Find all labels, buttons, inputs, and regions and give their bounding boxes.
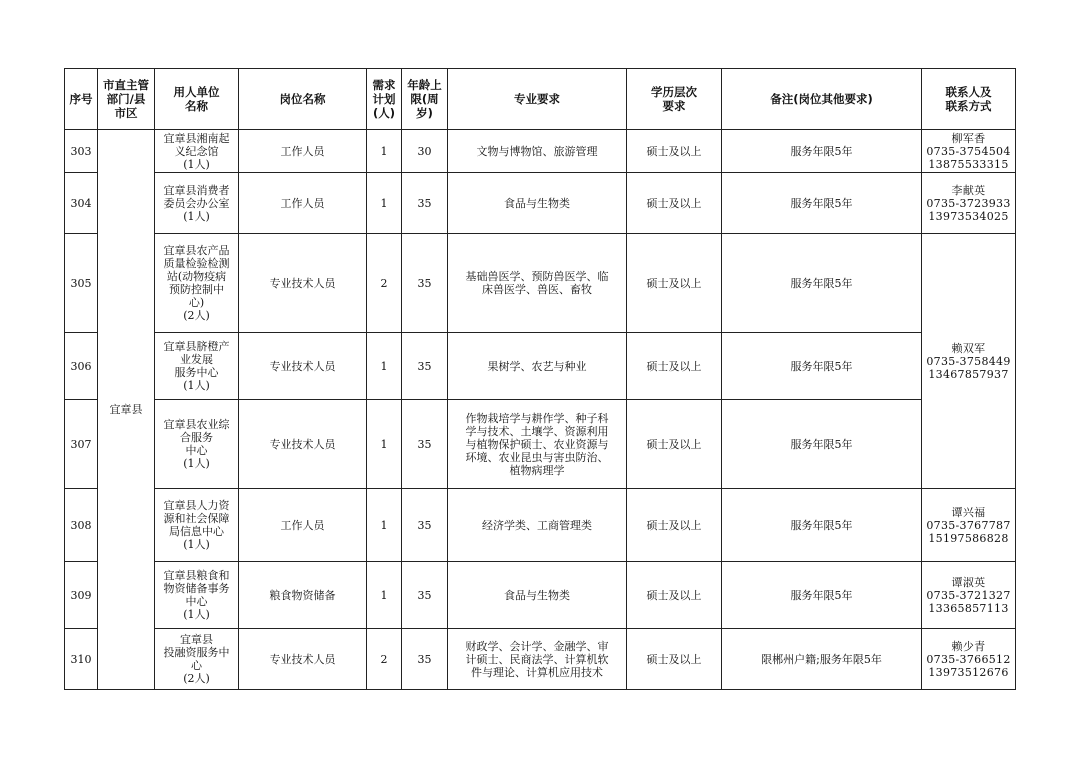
note: 服务年限5年 (722, 173, 922, 234)
post-name: 工作人员 (239, 173, 367, 234)
unit-name: 宜章县粮食和 物资储备事务 中心 (1人) (155, 562, 239, 629)
post-name: 粮食物资储备 (239, 562, 367, 629)
plan-count: 2 (367, 629, 402, 690)
contact-info: 李献英 0735-3723933 13973534025 (922, 173, 1016, 234)
header-unit: 用人单位 名称 (155, 69, 239, 130)
plan-count: 1 (367, 489, 402, 562)
row-seq: 306 (65, 333, 98, 400)
table-row (65, 629, 1016, 690)
county-cell: 宜章县 (98, 130, 155, 690)
row-seq: 304 (65, 173, 98, 234)
plan-count: 1 (367, 173, 402, 234)
table-row (65, 234, 1016, 333)
education-requirement: 硕士及以上 (627, 333, 722, 400)
row-seq: 307 (65, 400, 98, 489)
major-requirement: 作物栽培学与耕作学、种子科 学与技术、土壤学、资源利用 与植物保护硕士、农业资源与 环境、农业昆虫与害虫防治、 植物病理学 (448, 400, 627, 489)
header-age: 年龄上 限(周 岁) (402, 69, 448, 130)
education-requirement: 硕士及以上 (627, 173, 722, 234)
major-requirement: 财政学、会计学、金融学、审 计硕士、民商法学、计算机软 件与理论、计算机应用技术 (448, 629, 627, 690)
contact-info: 柳军香 0735-3754504 13875533315 (922, 130, 1016, 173)
post-name: 工作人员 (239, 130, 367, 173)
header-dept: 市直主管 部门/县 市区 (98, 69, 155, 130)
header-contact: 联系人及 联系方式 (922, 69, 1016, 130)
post-name: 专业技术人员 (239, 333, 367, 400)
note: 服务年限5年 (722, 489, 922, 562)
table-row (65, 400, 1016, 489)
post-name: 专业技术人员 (239, 629, 367, 690)
header-edu: 学历层次 要求 (627, 69, 722, 130)
header-plan: 需求 计划 (人) (367, 69, 402, 130)
contact-info: 谭兴福 0735-3767787 15197586828 (922, 489, 1016, 562)
row-seq: 308 (65, 489, 98, 562)
table-row (65, 130, 1016, 173)
education-requirement: 硕士及以上 (627, 130, 722, 173)
plan-count: 1 (367, 130, 402, 173)
major-requirement: 食品与生物类 (448, 562, 627, 629)
plan-count: 1 (367, 562, 402, 629)
unit-name: 宜章县农产品 质量检验检测 站(动物疫病 预防控制中 心) (2人) (155, 234, 239, 333)
age-limit: 35 (402, 489, 448, 562)
major-requirement: 基础兽医学、预防兽医学、临 床兽医学、兽医、畜牧 (448, 234, 627, 333)
unit-name: 宜章县脐橙产 业发展 服务中心 (1人) (155, 333, 239, 400)
unit-name: 宜章县人力资 源和社会保障 局信息中心 (1人) (155, 489, 239, 562)
education-requirement: 硕士及以上 (627, 562, 722, 629)
education-requirement: 硕士及以上 (627, 489, 722, 562)
table-row (65, 173, 1016, 234)
age-limit: 35 (402, 400, 448, 489)
post-name: 工作人员 (239, 489, 367, 562)
education-requirement: 硕士及以上 (627, 234, 722, 333)
age-limit: 35 (402, 629, 448, 690)
age-limit: 35 (402, 562, 448, 629)
education-requirement: 硕士及以上 (627, 629, 722, 690)
note: 服务年限5年 (722, 400, 922, 489)
row-seq: 309 (65, 562, 98, 629)
note: 限郴州户籍;服务年限5年 (722, 629, 922, 690)
table-row (65, 333, 1016, 400)
post-name: 专业技术人员 (239, 400, 367, 489)
unit-name: 宜章县消费者 委员会办公室 (1人) (155, 173, 239, 234)
unit-name: 宜章县 投融资服务中 心 (2人) (155, 629, 239, 690)
major-requirement: 果树学、农艺与种业 (448, 333, 627, 400)
plan-count: 2 (367, 234, 402, 333)
header-row (65, 69, 1016, 130)
age-limit: 35 (402, 173, 448, 234)
row-seq: 303 (65, 130, 98, 173)
header-major: 专业要求 (448, 69, 627, 130)
header-note: 备注(岗位其他要求) (722, 69, 922, 130)
major-requirement: 食品与生物类 (448, 173, 627, 234)
note: 服务年限5年 (722, 234, 922, 333)
header-post: 岗位名称 (239, 69, 367, 130)
table-row (65, 562, 1016, 629)
shared-contact-info: 赖双军 0735-3758449 13467857937 (922, 234, 1016, 489)
major-requirement: 文物与博物馆、旅游管理 (448, 130, 627, 173)
education-requirement: 硕士及以上 (627, 400, 722, 489)
recruitment-table (64, 68, 1016, 690)
unit-name: 宜章县农业综 合服务 中心 (1人) (155, 400, 239, 489)
note: 服务年限5年 (722, 562, 922, 629)
unit-name: 宜章县湘南起 义纪念馆 (1人) (155, 130, 239, 173)
age-limit: 35 (402, 333, 448, 400)
age-limit: 35 (402, 234, 448, 333)
major-requirement: 经济学类、工商管理类 (448, 489, 627, 562)
header-seq: 序号 (65, 69, 98, 130)
note: 服务年限5年 (722, 333, 922, 400)
contact-info: 谭淑英 0735-3721327 13365857113 (922, 562, 1016, 629)
post-name: 专业技术人员 (239, 234, 367, 333)
plan-count: 1 (367, 333, 402, 400)
age-limit: 30 (402, 130, 448, 173)
plan-count: 1 (367, 400, 402, 489)
table-row (65, 489, 1016, 562)
row-seq: 310 (65, 629, 98, 690)
note: 服务年限5年 (722, 130, 922, 173)
row-seq: 305 (65, 234, 98, 333)
contact-info: 赖少青 0735-3766512 13973512676 (922, 629, 1016, 690)
